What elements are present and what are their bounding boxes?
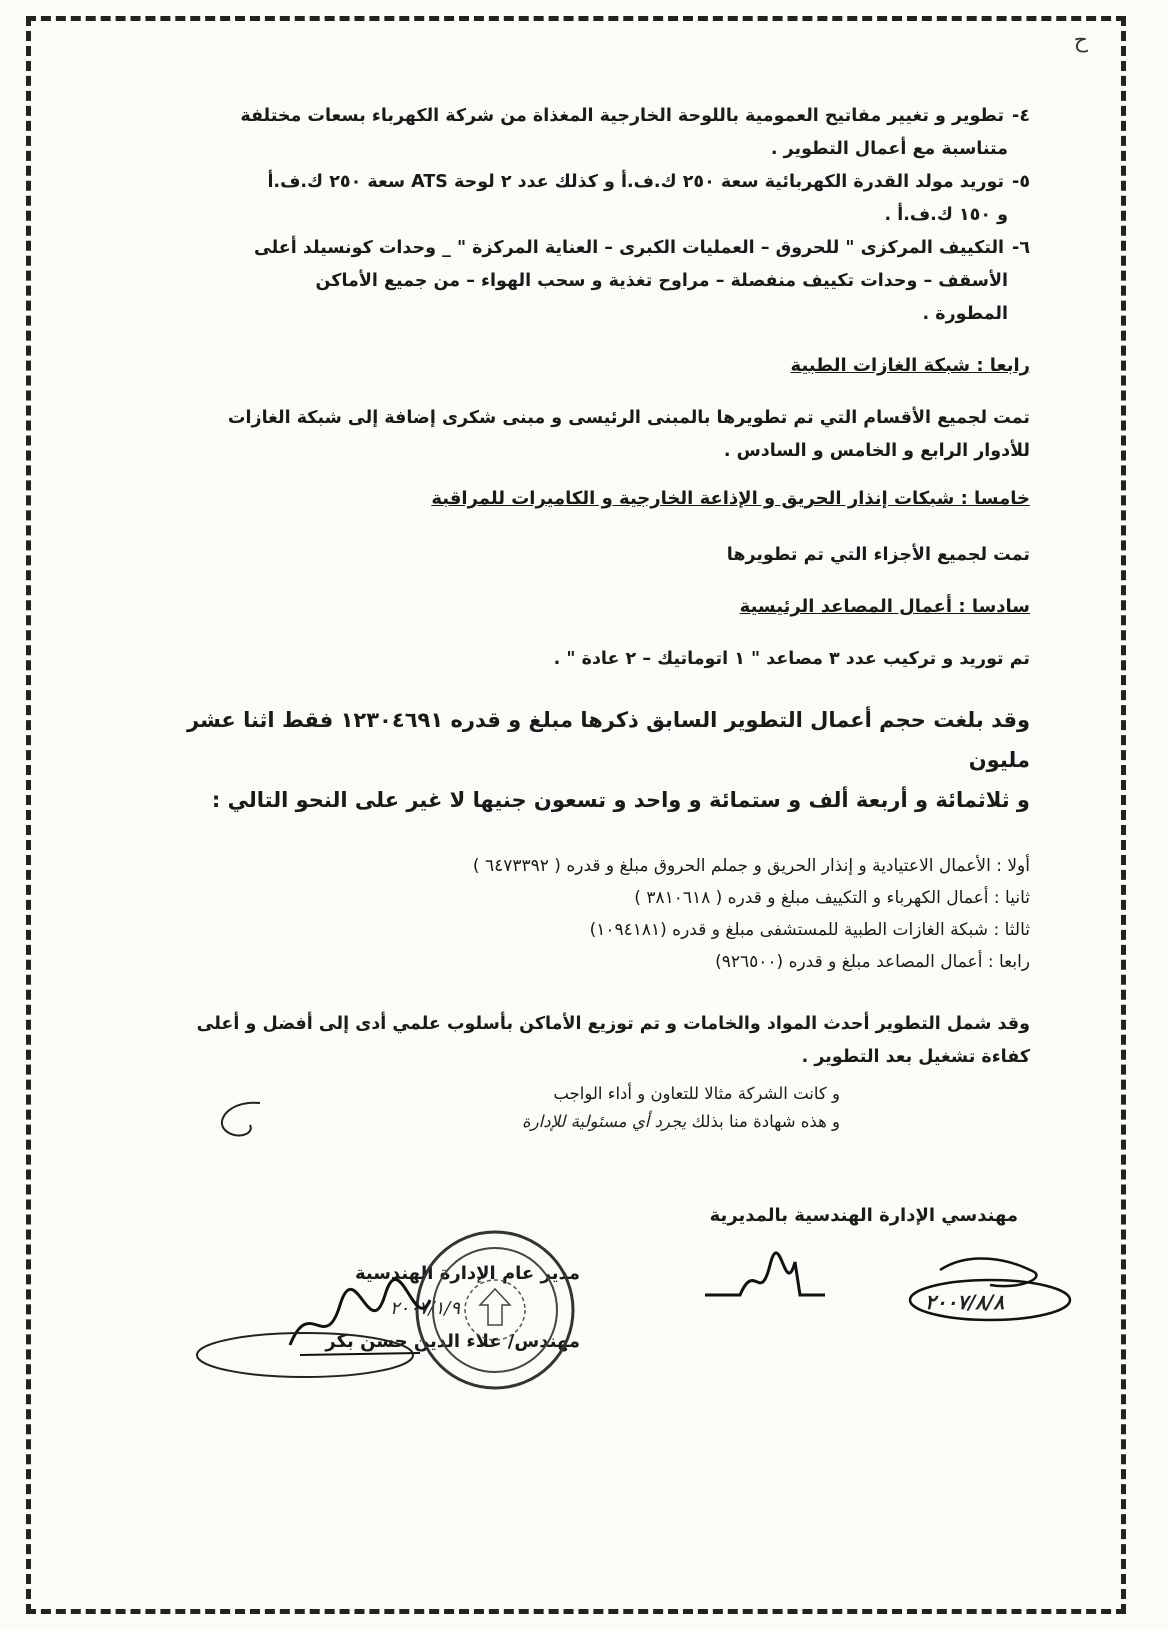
paragraph: للأدوار الرابع و الخامس و السادس . xyxy=(723,441,1030,461)
engineer-signature xyxy=(700,1250,830,1320)
breakdown-item: ثالثا : شبكة الغازات الطبية للمستشفى مبلغ و قدره (١٠٩٤١٨١) xyxy=(589,920,1030,940)
item-number: ٥- xyxy=(1012,172,1030,192)
total-statement: و ثلاثمائة و أربعة ألف و ستمائة و واحد و تسعون جنيها لا غير على النحو التالي : xyxy=(211,788,1030,812)
item-text: و ١٥٠ ك.ف.أ . xyxy=(884,205,1008,225)
closing-line: و كانت الشركة مثالا للتعاون و أداء الواجب xyxy=(553,1084,840,1103)
right-date: ٢٠٠٧/٨/٨ xyxy=(925,1290,1005,1314)
item-text: توريد مولد القدرة الكهربائية سعة ٢٥٠ ك.ف.أ و كذلك عدد ٢ لوحة ATS سعة ٢٥٠ ك.ف.أ xyxy=(267,172,1005,192)
director-name: مهندس/ علاء الدين حسن بكر xyxy=(325,1331,580,1352)
conclusion: كفاءة تشغيل بعد التطوير . xyxy=(801,1047,1030,1067)
total-statement: وقد بلغت حجم أعمال التطوير السابق ذكرها مبلغ و قدره ١٢٣٠٤٦٩١ فقط اثنا عشر مليون xyxy=(187,708,1030,772)
section-title-fourth: رابعا : شبكة الغازات الطبية xyxy=(790,355,1030,376)
item-text: التكييف المركزى " للحروق – العمليات الكبرى – العناية المركزة " _ وحدات كونسيلد أعلى xyxy=(253,238,1005,258)
director-date: ٢٠٠٧/١/٩ xyxy=(389,1298,460,1319)
stamp-eagle-shape xyxy=(480,1289,510,1325)
engineers-title-block xyxy=(710,1205,1018,1226)
breakdown-list xyxy=(150,850,1030,978)
section-title-sixth: سادسا : أعمال المصاعد الرئيسية xyxy=(739,596,1030,617)
closing-line: و هذه شهادة منا بذلك يجرد أي مسئولية للإدارة xyxy=(522,1112,840,1131)
stamp-outer-ring xyxy=(417,1232,573,1388)
item-text: تطوير و تغيير مفاتيح العمومية باللوحة الخارجية المغذاة من شركة الكهرباء بسعات مختلفة xyxy=(240,106,1005,126)
document-body xyxy=(150,100,1030,1136)
item-6 xyxy=(150,232,1030,331)
breakdown-item: رابعا : أعمال المصاعد مبلغ و قدره (٩٢٦٥٠٠) xyxy=(715,952,1030,972)
breakdown-item: ثانيا : أعمال الكهرباء و التكييف مبلغ و قدره ( ٣٨١٠٦١٨ ) xyxy=(634,888,1030,908)
paragraph: تمت لجميع الأجزاء التي تم تطويرها xyxy=(726,545,1030,565)
stamp-inner-ring xyxy=(433,1248,557,1372)
engineers-title: مهندسي الإدارة الهندسية بالمديرية xyxy=(709,1205,1018,1226)
item-number: ٦- xyxy=(1012,238,1030,258)
paragraph: تمت لجميع الأقسام التي تم تطويرها بالمبنى الرئيسى و مبنى شكرى إضافة إلى شبكة الغازات xyxy=(227,408,1030,428)
item-text: المطورة . xyxy=(922,304,1008,324)
item-5 xyxy=(150,166,1030,232)
item-text: متناسبة مع أعمال التطوير . xyxy=(770,139,1008,159)
breakdown-item: أولا : الأعمال الاعتيادية و إنذار الحريق و جملم الحروق مبلغ و قدره ( ٦٤٧٣٣٩٢ ) xyxy=(472,856,1030,876)
paragraph: تم توريد و تركيب عدد ٣ مصاعد " ١ اتوماتيك – ٢ عادة " . xyxy=(553,649,1030,669)
conclusion: وقد شمل التطوير أحدث المواد والخامات و تم توزيع الأماكن بأسلوب علمي أدى إلى أفضل و أعلى xyxy=(196,1014,1030,1034)
section-title-fifth: خامسا : شبكات إنذار الحريق و الإذاعة الخارجية و الكاميرات للمراقبة xyxy=(431,488,1030,509)
item-number: ٤- xyxy=(1012,106,1030,126)
handwritten-note: يجرد أي مسئولية للإدارة xyxy=(522,1112,687,1131)
corner-mark: ح xyxy=(1073,28,1088,53)
director-title: مدير عام الإدارة الهندسية xyxy=(354,1263,580,1284)
item-4 xyxy=(150,100,1030,166)
name-scribble-oval xyxy=(190,1325,420,1385)
handwritten-bracket xyxy=(210,1095,270,1145)
item-text: الأسقف – وحدات تكييف منفصلة – مراوح تغذية و سحب الهواء – من جميع الأماكن xyxy=(315,271,1008,291)
